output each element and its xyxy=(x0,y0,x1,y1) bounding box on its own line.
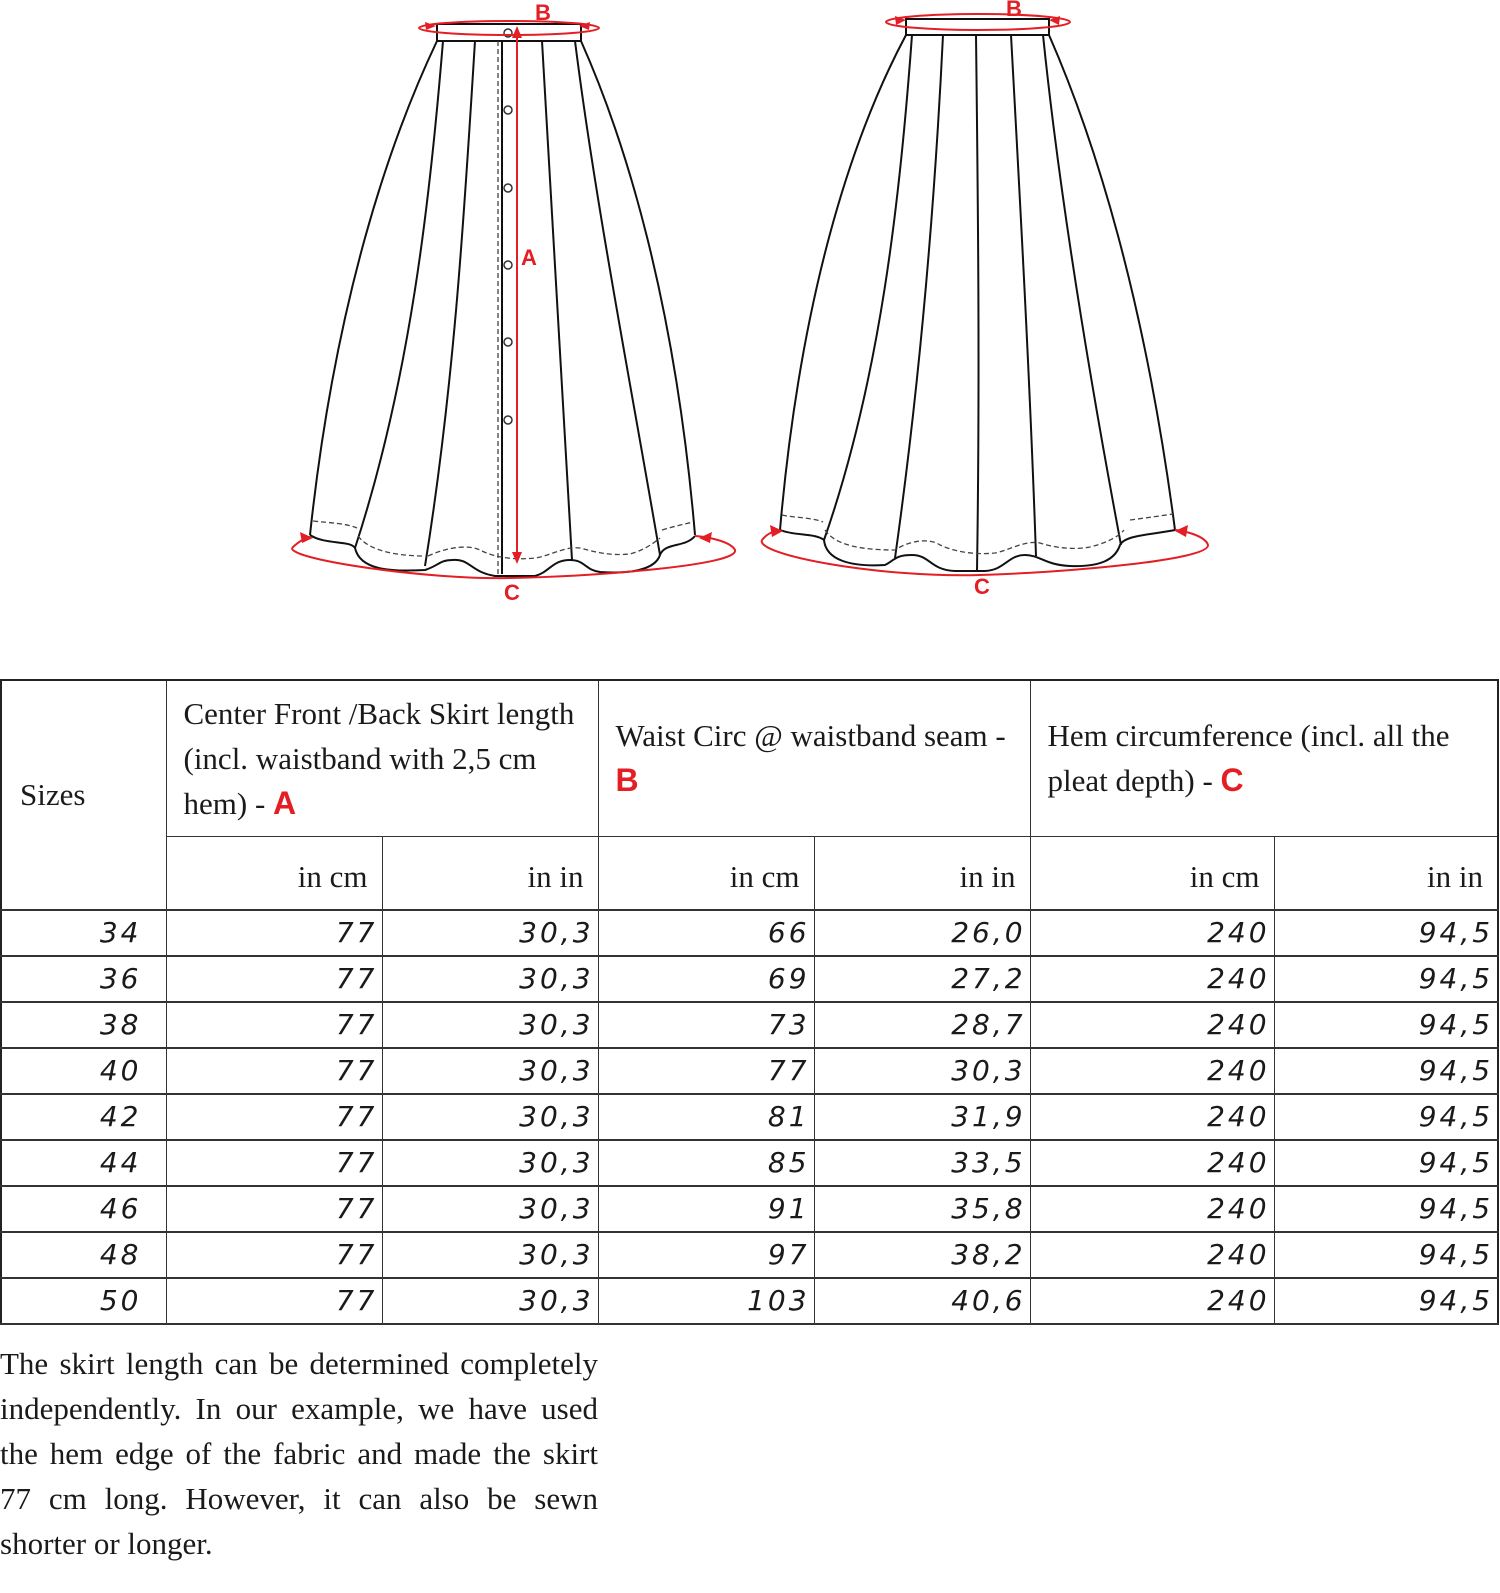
value-cell: 33,5 xyxy=(814,1140,1030,1186)
waistband xyxy=(437,24,581,41)
header-length-text: Center Front /Back Skirt length (incl. waistband with 2,5 cm hem) - xyxy=(183,695,575,821)
size-cell: 38 xyxy=(1,1002,166,1048)
skirt-right-edge xyxy=(1049,35,1175,530)
value-cell: 94,5 xyxy=(1274,956,1498,1002)
value-cell: 30,3 xyxy=(382,1278,598,1324)
unit-cell: in in xyxy=(382,836,598,910)
table-row xyxy=(1,1186,1498,1232)
table-row xyxy=(1,1232,1498,1278)
size-cell: 46 xyxy=(1,1186,166,1232)
unit-cell: in in xyxy=(1274,836,1498,910)
value-cell: 77 xyxy=(166,1278,382,1324)
value-cell: 30,3 xyxy=(382,1140,598,1186)
value-cell: 240 xyxy=(1030,1186,1274,1232)
header-waist xyxy=(598,680,1030,836)
label-c: C xyxy=(974,574,990,599)
value-cell: 27,2 xyxy=(814,956,1030,1002)
value-cell: 77 xyxy=(166,1002,382,1048)
header-length xyxy=(166,680,598,836)
button-icon xyxy=(504,106,512,114)
size-cell: 50 xyxy=(1,1278,166,1324)
label-a: A xyxy=(521,245,537,270)
skirt-length-note: The skirt length can be determined completely independently. In our example, we have used the hem edge of the fabric and made the skirt 77 cm long. However, it can also be sewn shorter or longer. xyxy=(0,1346,598,1561)
label-b: B xyxy=(1006,0,1022,21)
value-cell: 97 xyxy=(598,1232,814,1278)
value-cell: 30,3 xyxy=(814,1048,1030,1094)
value-cell: 30,3 xyxy=(382,1048,598,1094)
value-cell: 94,5 xyxy=(1274,1278,1498,1324)
back-skirt-drawing xyxy=(740,0,1210,620)
value-cell: 30,3 xyxy=(382,1094,598,1140)
header-hem-text: Hem circumference (incl. all the pleat depth) - xyxy=(1047,718,1450,799)
size-cell: 40 xyxy=(1,1048,166,1094)
table-row xyxy=(1,956,1498,1002)
value-cell: 77 xyxy=(166,1186,382,1232)
value-cell: 38,2 xyxy=(814,1232,1030,1278)
button-icon xyxy=(504,184,512,192)
unit-cell: in cm xyxy=(166,836,382,910)
value-cell: 91 xyxy=(598,1186,814,1232)
header-waist-text: Waist Circ @ waistband seam - xyxy=(615,718,1006,754)
value-cell: 240 xyxy=(1030,1278,1274,1324)
value-cell: 35,8 xyxy=(814,1186,1030,1232)
table-row xyxy=(1,910,1498,956)
unit-cell: in cm xyxy=(1030,836,1274,910)
label-b: B xyxy=(535,0,551,25)
header-hem-letter: C xyxy=(1220,762,1244,799)
label-c: C xyxy=(504,580,520,605)
value-cell: 94,5 xyxy=(1274,1140,1498,1186)
skirt-left-edge xyxy=(310,41,437,535)
table-row xyxy=(1,1140,1498,1186)
value-cell: 28,7 xyxy=(814,1002,1030,1048)
value-cell: 85 xyxy=(598,1140,814,1186)
value-cell: 94,5 xyxy=(1274,1094,1498,1140)
value-cell: 81 xyxy=(598,1094,814,1140)
value-cell: 77 xyxy=(166,910,382,956)
table-row xyxy=(1,1048,1498,1094)
header-hem xyxy=(1030,680,1498,836)
header-length-letter: A xyxy=(273,784,297,821)
header-sizes: Sizes xyxy=(1,680,166,910)
unit-cell: in cm xyxy=(598,836,814,910)
arrow-icon xyxy=(1175,525,1188,537)
unit-cell: in in xyxy=(814,836,1030,910)
arrow-icon xyxy=(699,532,712,543)
table-body xyxy=(1,910,1498,1324)
value-cell: 30,3 xyxy=(382,910,598,956)
table-row xyxy=(1,1278,1498,1324)
value-cell: 77 xyxy=(166,956,382,1002)
value-cell: 73 xyxy=(598,1002,814,1048)
skirt-left-edge xyxy=(780,35,906,530)
table-row xyxy=(1,1002,1498,1048)
size-cell: 44 xyxy=(1,1140,166,1186)
value-cell: 31,9 xyxy=(814,1094,1030,1140)
skirt-right-edge xyxy=(581,41,695,535)
table-row xyxy=(1,1094,1498,1140)
value-cell: 94,5 xyxy=(1274,910,1498,956)
value-cell: 240 xyxy=(1030,910,1274,956)
button-icon xyxy=(504,416,512,424)
waist-measure-line xyxy=(886,14,1070,30)
value-cell: 40,6 xyxy=(814,1278,1030,1324)
button-column xyxy=(504,29,512,424)
size-cell: 42 xyxy=(1,1094,166,1140)
skirt-illustrations xyxy=(0,0,1500,640)
size-cell: 34 xyxy=(1,910,166,956)
value-cell: 240 xyxy=(1030,956,1274,1002)
value-cell: 103 xyxy=(598,1278,814,1324)
value-cell: 77 xyxy=(598,1048,814,1094)
value-cell: 94,5 xyxy=(1274,1186,1498,1232)
value-cell: 94,5 xyxy=(1274,1232,1498,1278)
value-cell: 69 xyxy=(598,956,814,1002)
size-cell: 48 xyxy=(1,1232,166,1278)
value-cell: 77 xyxy=(166,1232,382,1278)
button-icon xyxy=(504,261,512,269)
value-cell: 77 xyxy=(166,1048,382,1094)
arrow-up-icon xyxy=(512,26,522,38)
header-row xyxy=(1,680,1498,836)
front-skirt-drawing xyxy=(280,0,740,620)
button-icon xyxy=(504,338,512,346)
value-cell: 77 xyxy=(166,1094,382,1140)
value-cell: 77 xyxy=(166,1140,382,1186)
value-cell: 30,3 xyxy=(382,1232,598,1278)
value-cell: 26,0 xyxy=(814,910,1030,956)
value-cell: 240 xyxy=(1030,1140,1274,1186)
value-cell: 94,5 xyxy=(1274,1048,1498,1094)
value-cell: 30,3 xyxy=(382,1002,598,1048)
value-cell: 240 xyxy=(1030,1094,1274,1140)
unit-row xyxy=(1,836,1498,910)
value-cell: 240 xyxy=(1030,1048,1274,1094)
size-chart-table xyxy=(0,679,1499,1325)
value-cell: 30,3 xyxy=(382,1186,598,1232)
value-cell: 66 xyxy=(598,910,814,956)
value-cell: 240 xyxy=(1030,1002,1274,1048)
value-cell: 94,5 xyxy=(1274,1002,1498,1048)
value-cell: 240 xyxy=(1030,1232,1274,1278)
value-cell: 30,3 xyxy=(382,956,598,1002)
waistband xyxy=(906,19,1049,35)
size-cell: 36 xyxy=(1,956,166,1002)
header-waist-letter: B xyxy=(615,762,639,799)
